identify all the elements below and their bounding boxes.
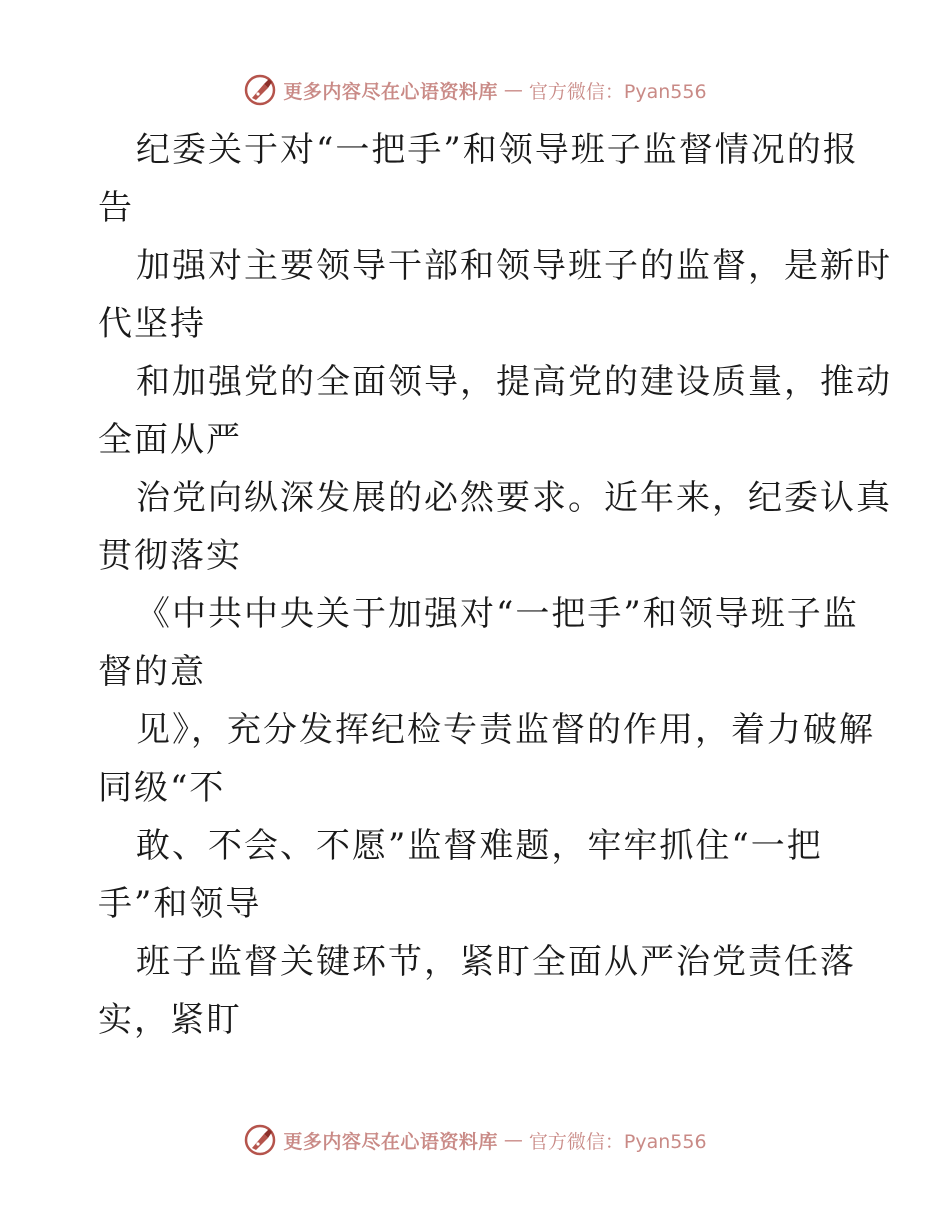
document-line: 加强对主要领导干部和领导班子的监督，是新时 [136, 246, 892, 286]
document-line: 手”和领导 [98, 884, 262, 924]
header-wechat-text: 官方微信：Pyan556 [528, 80, 707, 103]
document-line: 督的意 [98, 652, 206, 692]
document-line: 治党向纵深发展的必然要求。近年来，纪委认真 [136, 478, 892, 518]
document-line: 纪委关于对“一把手”和领导班子监督情况的报 [136, 130, 859, 170]
document-line: 《中共中央关于加强对“一把手”和领导班子监 [136, 594, 859, 634]
document-line: 实，紧盯 [98, 1000, 242, 1040]
document-line: 见》，充分发挥纪检专责监督的作用，着力破解 [136, 710, 875, 750]
document-line: 班子监督关键环节，紧盯全面从严治党责任落 [136, 942, 856, 982]
document-line: 敢、不会、不愿”监督难题，牢牢抓住“一把 [136, 826, 823, 866]
footer-banner [0, 1120, 950, 1160]
pen-nib-logo-icon [243, 1123, 277, 1157]
header-banner [0, 70, 950, 110]
document-line: 同级“不 [98, 768, 226, 808]
footer-wechat-text: 官方微信：Pyan556 [528, 1130, 707, 1153]
document-line: 和加强党的全面领导，提高党的建设质量，推动 [136, 362, 892, 402]
pen-nib-logo-icon [243, 73, 277, 107]
footer-banner-separator: — [503, 1129, 523, 1151]
document-body [98, 121, 892, 1049]
document-line: 告 [98, 188, 134, 228]
document-line: 贯彻落实 [98, 536, 242, 576]
footer-banner-text: 更多内容尽在心语资料库 [283, 1130, 498, 1153]
document-line: 全面从严 [98, 420, 242, 460]
header-banner-separator: — [503, 79, 523, 101]
document-line: 代坚持 [98, 304, 206, 344]
header-banner-text: 更多内容尽在心语资料库 [283, 80, 498, 103]
